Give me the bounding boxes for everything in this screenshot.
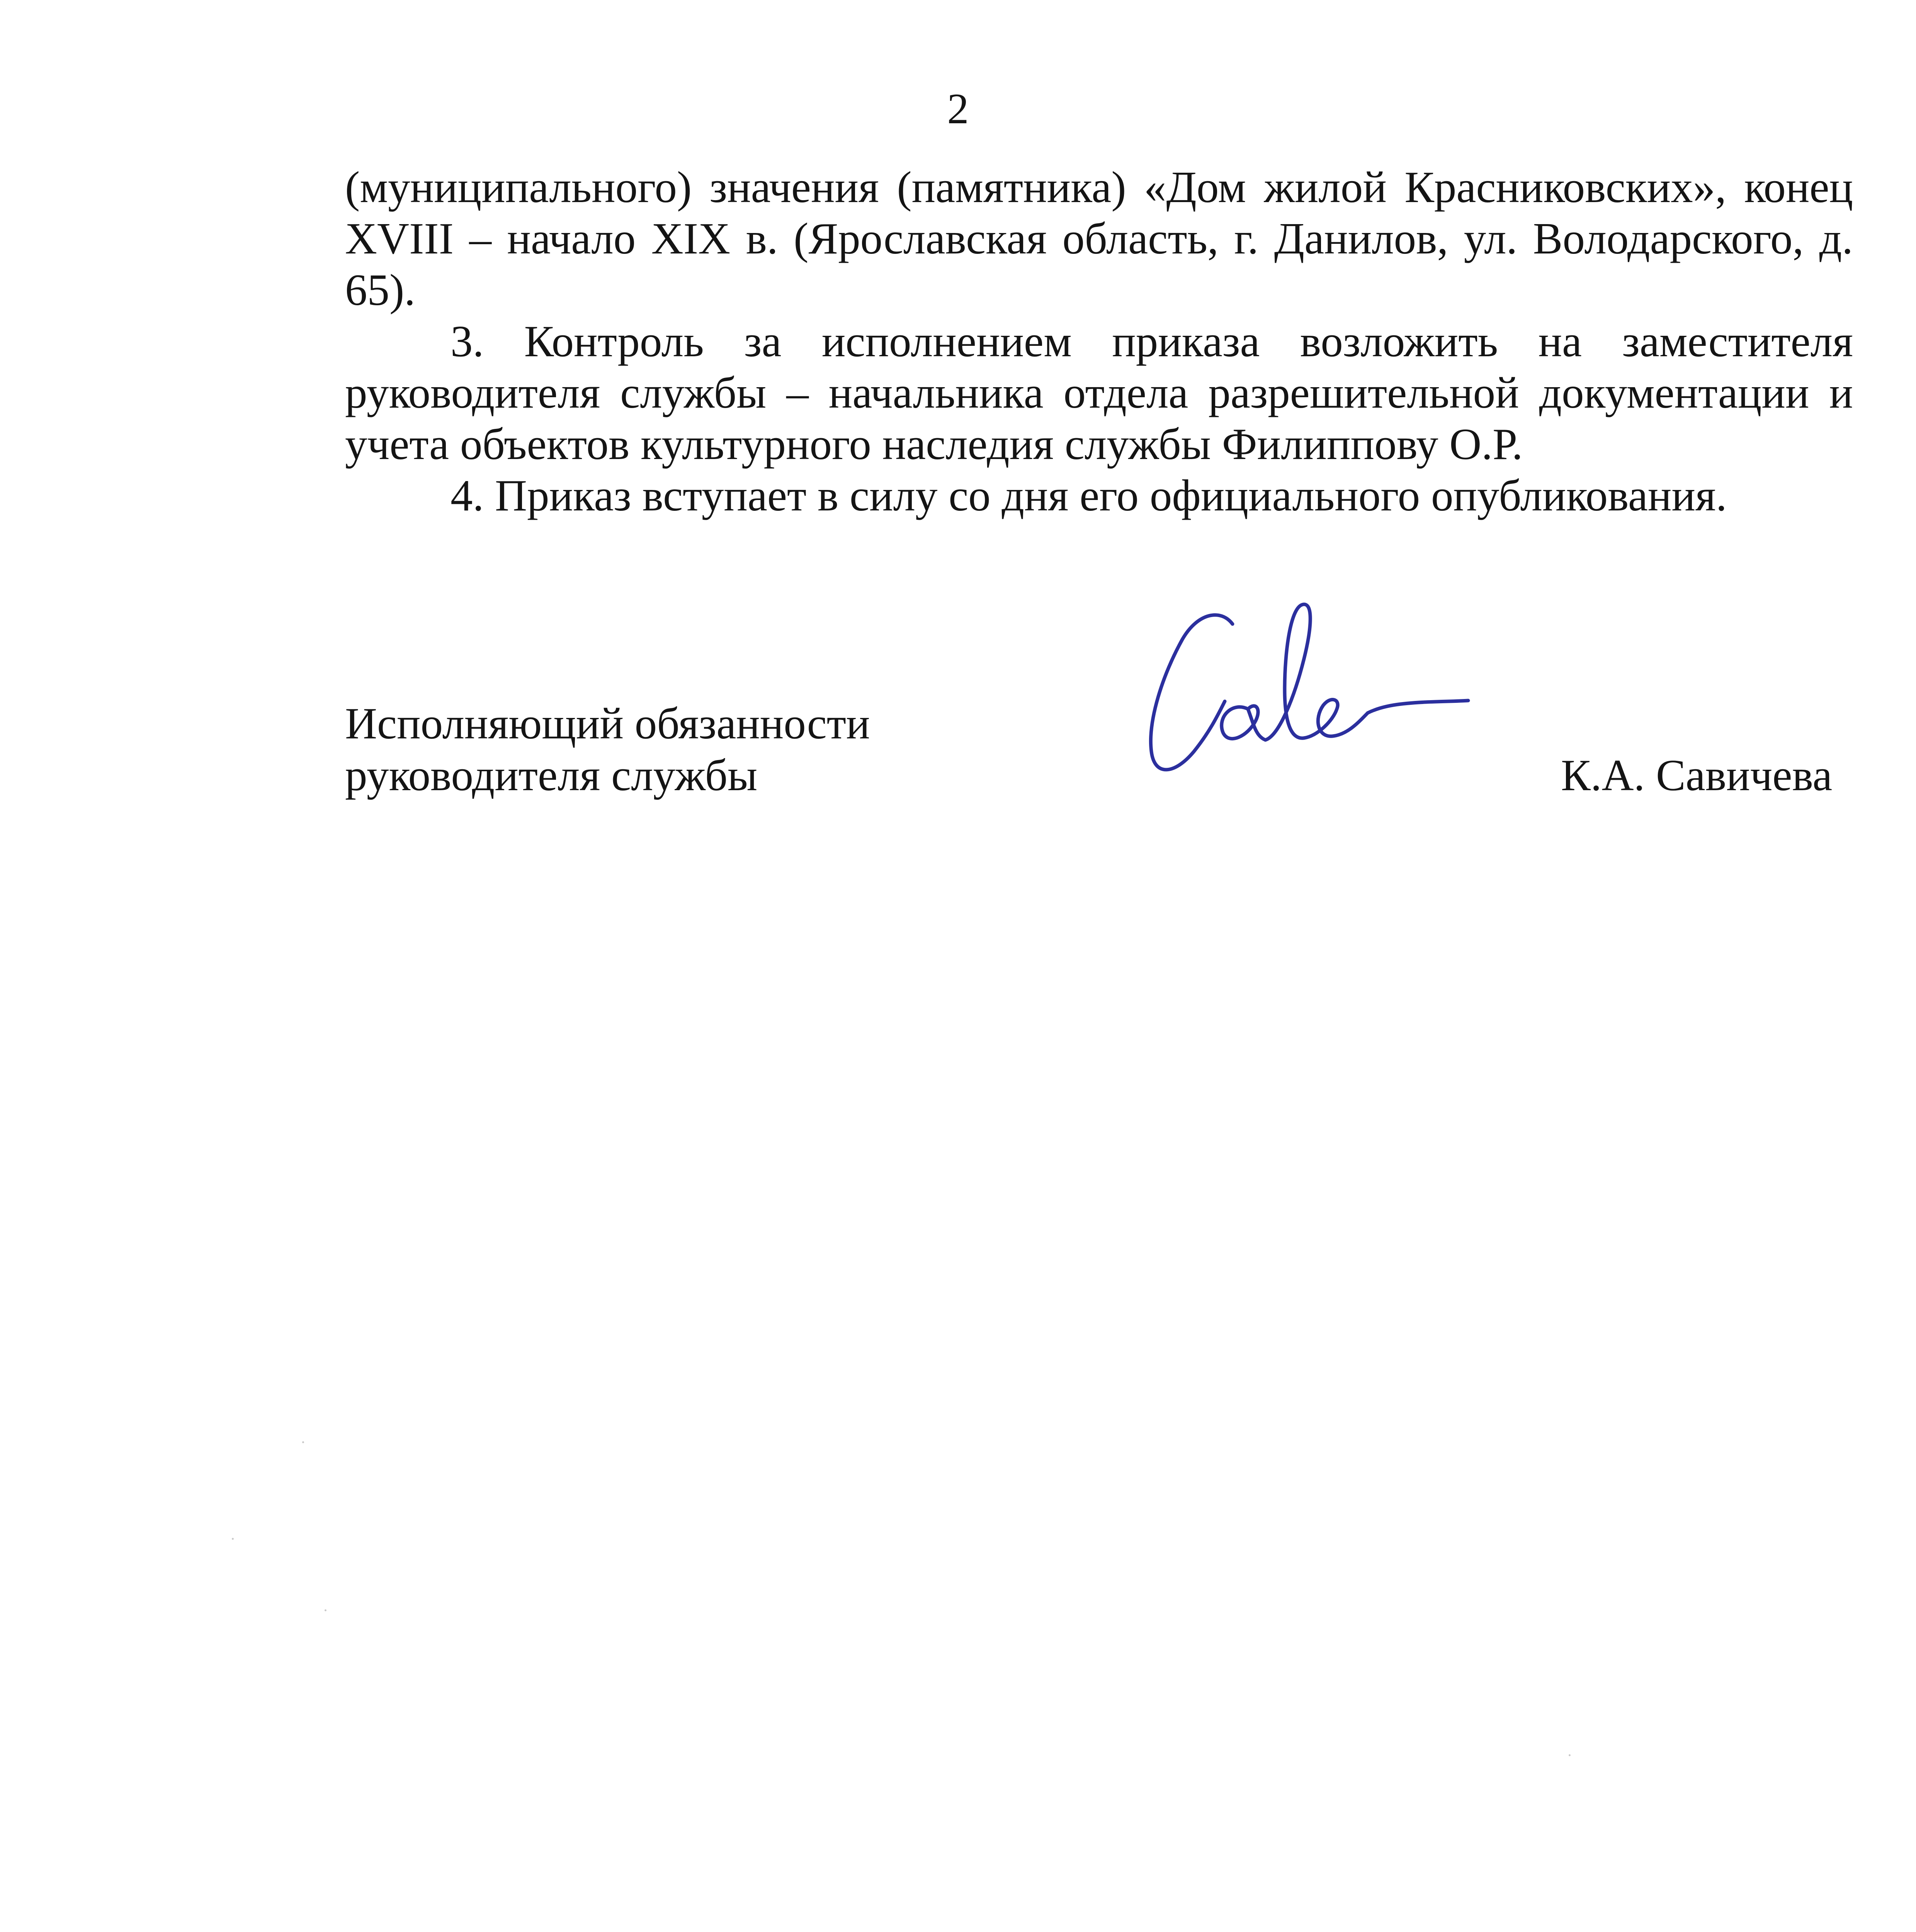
- signatory-position-line-1: Исполняющий обязанности: [345, 699, 870, 748]
- signer-name: К.А. Савичева: [1561, 751, 1833, 800]
- paragraph-continuation: (муниципального) значения (памятника) «Дом жилой Красниковских», конец XVIII – начало XIX в. (Ярославская область, г. Данилов, ул. Володарского, д. 65).: [345, 163, 1853, 315]
- document-body: [345, 162, 1853, 521]
- page-number: 2: [947, 85, 969, 133]
- signatory-position: [345, 698, 870, 801]
- signatory-position-line-2: руководителя службы: [345, 751, 758, 800]
- scan-speck: [325, 1609, 326, 1611]
- scan-speck: [232, 1538, 234, 1540]
- handwritten-signature: [1132, 566, 1472, 798]
- scan-speck: [1569, 1754, 1571, 1756]
- paragraph-4-effective-date: 4. Приказ вступает в силу со дня его официального опубликования.: [451, 471, 1727, 520]
- paragraph-3-control: 3. Контроль за исполнением приказа возложить на заместителя руководителя службы – начальника отдела разрешительной документации и учета объектов культурного наследия службы Филиппову О.Р.: [345, 317, 1853, 469]
- scan-speck: [302, 1441, 304, 1443]
